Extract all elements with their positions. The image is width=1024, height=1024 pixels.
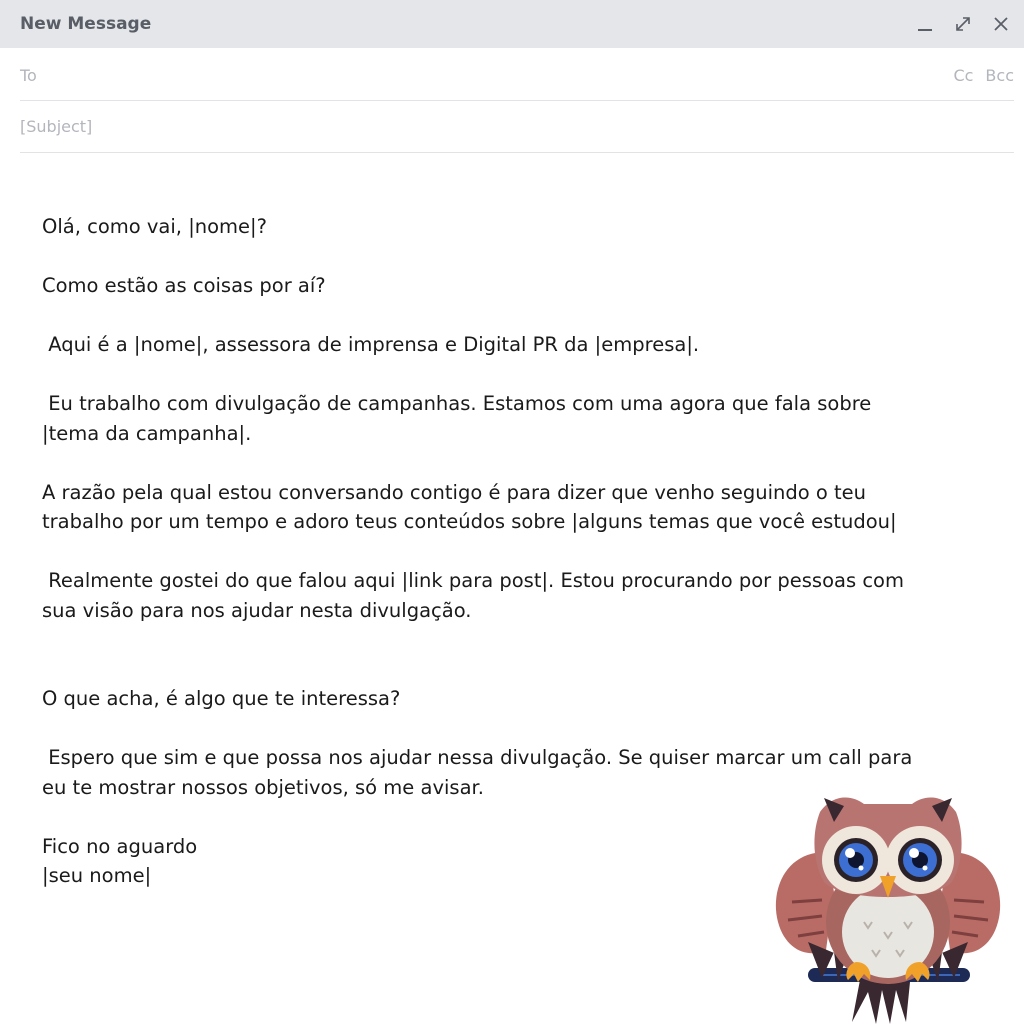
to-label: To xyxy=(20,65,37,85)
bcc-button[interactable]: Bcc xyxy=(985,65,1014,85)
minimize-icon[interactable] xyxy=(914,13,936,35)
to-input[interactable] xyxy=(37,50,954,100)
message-paragraph: Como estão as coisas por aí? xyxy=(42,274,326,297)
message-paragraph: Olá, como vai, |nome|? xyxy=(42,215,267,238)
cc-button[interactable]: Cc xyxy=(953,65,974,85)
subject-row xyxy=(20,101,1014,153)
close-icon[interactable] xyxy=(990,13,1012,35)
message-paragraph: Fico no aguardo |seu nome| xyxy=(42,834,198,887)
message-paragraph: Realmente gostei do que falou aqui |link para post|. Estou procurando por pessoas com sua visão para nos ajudar nesta divulgação. xyxy=(42,569,904,622)
to-row xyxy=(20,50,1014,101)
message-paragraph: Eu trabalho com divulgação de campanhas. Estamos com uma agora que fala sobre |tema da campanha|. xyxy=(42,392,872,445)
message-paragraph: A razão pela qual estou conversando contigo é para dizer que venho seguindo o teu trabalho por um tempo e adoro teus conteúdos sobre |alguns temas que você estudou| xyxy=(42,480,897,533)
owl-mascot-illustration xyxy=(764,782,1012,1024)
message-paragraph: O que acha, é algo que te interessa? xyxy=(42,687,401,710)
message-paragraph: Espero que sim e que possa nos ajudar nessa divulgação. Se quiser marcar um call para eu te mostrar nossos objetivos, só me avisar. xyxy=(42,746,913,799)
subject-input[interactable] xyxy=(20,101,1014,152)
cc-bcc-group xyxy=(953,66,1014,85)
window-titlebar xyxy=(0,0,1024,48)
window-title: New Message xyxy=(20,14,152,34)
message-paragraph: Aqui é a |nome|, assessora de imprensa e Digital PR da |empresa|. xyxy=(42,333,700,356)
expand-icon[interactable] xyxy=(952,13,974,35)
window-controls xyxy=(914,13,1012,35)
